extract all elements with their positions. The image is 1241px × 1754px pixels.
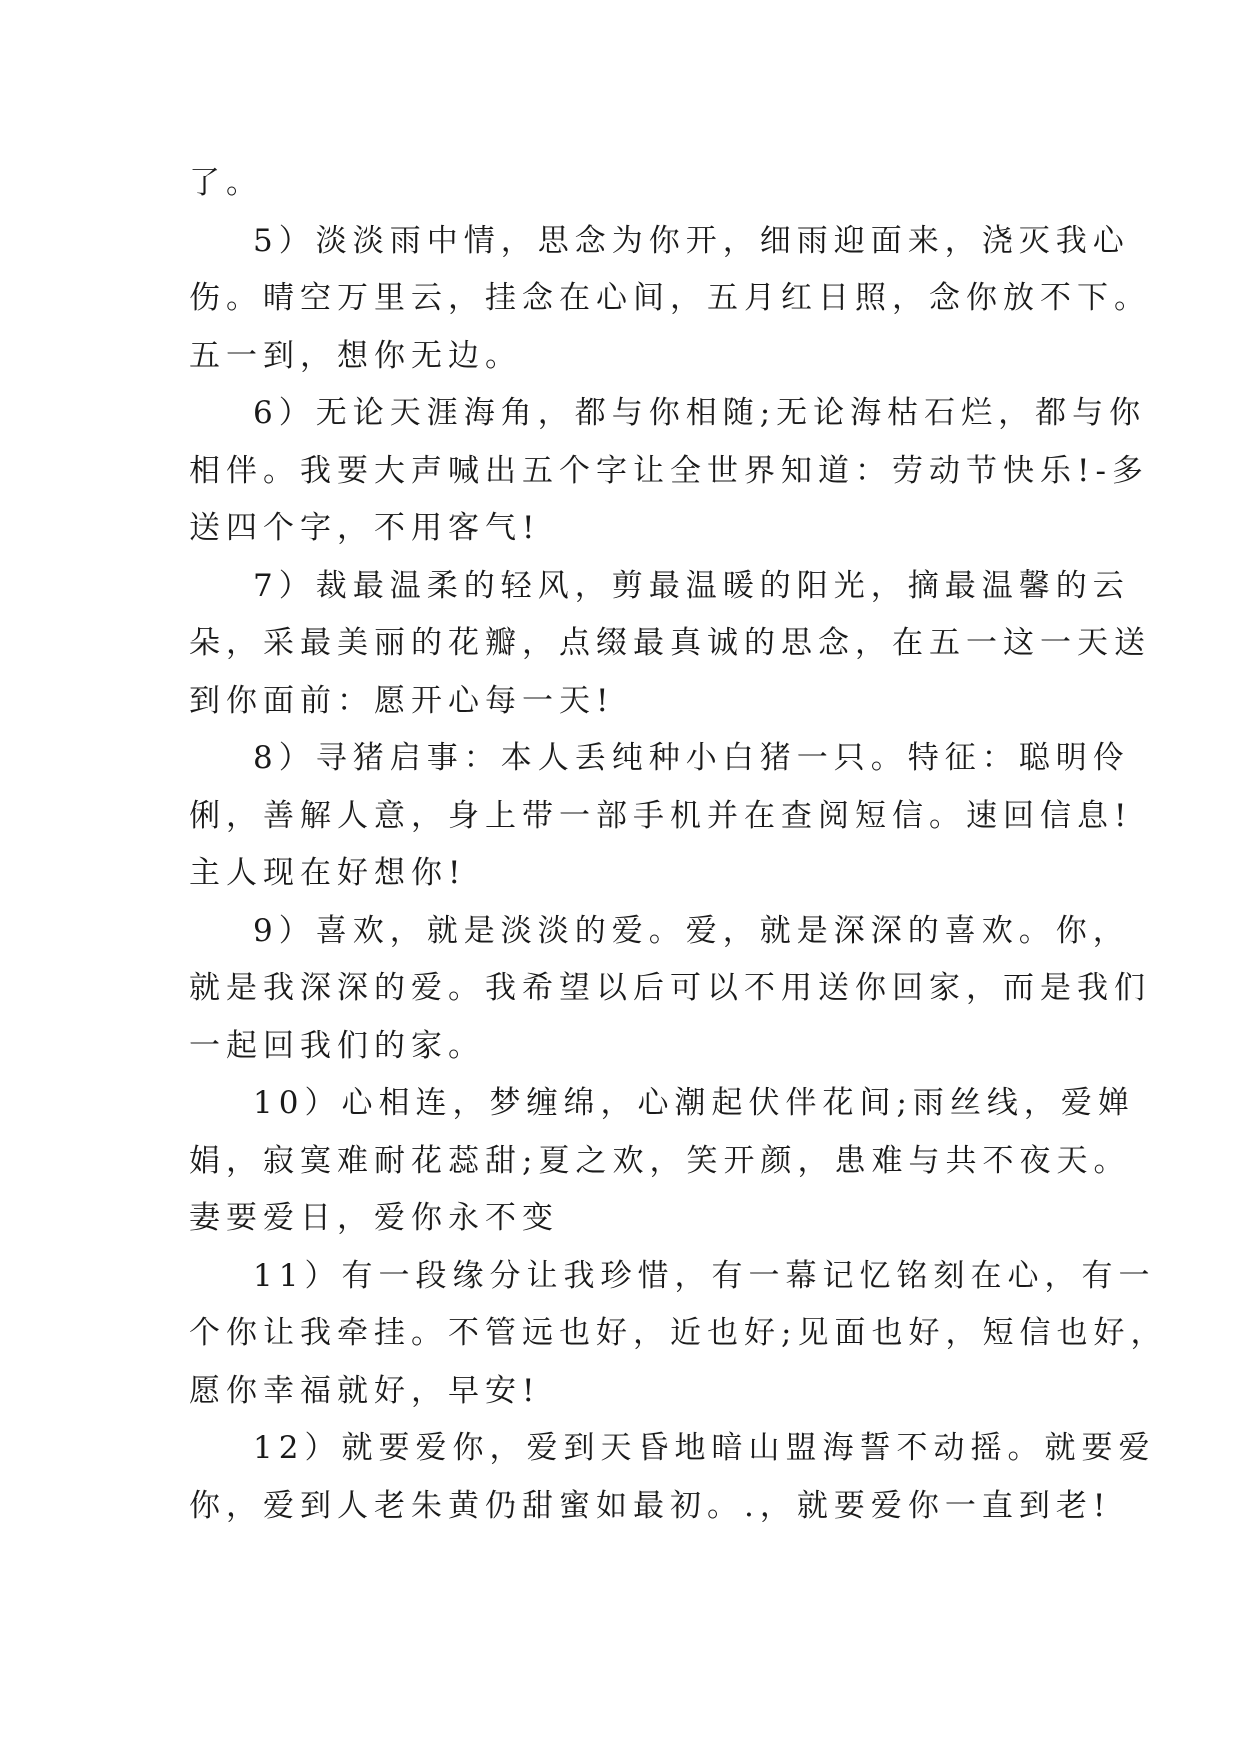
text-line: 送四个字，不用客气! — [189, 510, 541, 546]
text-line: 10）心相连，梦缠绵，心潮起伏伴花间;雨丝线，爱婵 — [253, 1085, 1135, 1121]
text-line: 7）裁最温柔的轻风，剪最温暖的阳光，摘最温馨的云 — [253, 567, 1130, 604]
text-line: 到你面前：愿开心每一天! — [189, 682, 615, 719]
text-line: 妻要爱日，爱你永不变 — [189, 1200, 559, 1236]
paragraph-continuation — [189, 155, 1059, 213]
paragraph-12 — [189, 1420, 1156, 1535]
text-line: 就是我深深的爱。我希望以后可以不用送你回家，而是我们 — [189, 970, 1151, 1006]
text-line: 5）淡淡雨中情，思念为你开，细雨迎面来，浇灭我心 — [253, 222, 1130, 259]
paragraph-8 — [189, 730, 1133, 903]
paragraph-5 — [189, 213, 1151, 386]
text-line: 愿你幸福就好，早安! — [189, 1372, 541, 1409]
text-line: 了。 — [189, 165, 263, 201]
text-line: 你，爱到人老朱黄仍甜蜜如最初。.，就要爱你一直到老! — [189, 1487, 1112, 1524]
text-line: 8）寻猪启事：本人丢纯种小白猪一只。特征：聪明伶 — [253, 740, 1130, 776]
text-line: 11）有一段缘分让我珍惜，有一幕记忆铭刻在心，有一 — [253, 1257, 1156, 1294]
text-line: 6）无论天涯海角，都与你相随;无论海枯石烂，都与你 — [253, 395, 1147, 431]
paragraph-10 — [189, 1075, 1135, 1248]
text-line: 朵，采最美丽的花瓣，点缀最真诚的思念，在五一这一天送 — [189, 625, 1151, 661]
paragraph-9 — [189, 903, 1151, 1076]
text-line: 相伴。我要大声喊出五个字让全世界知道：劳动节快乐!-多 — [189, 452, 1149, 489]
text-line: 主人现在好想你! — [189, 855, 467, 891]
text-line: 12）就要爱你，爱到天昏地暗山盟海誓不动摇。就要爱 — [253, 1430, 1156, 1466]
text-line: 伤。晴空万里云，挂念在心间，五月红日照，念你放不下。 — [189, 280, 1151, 316]
text-line: 娟，寂寞难耐花蕊甜;夏之欢，笑开颜，患难与共不夜天。 — [189, 1142, 1131, 1179]
paragraph-11 — [189, 1248, 1168, 1421]
text-line: 俐，善解人意，身上带一部手机并在查阅短信。速回信息! — [189, 797, 1133, 834]
document-body — [189, 155, 1168, 1535]
paragraph-7 — [189, 558, 1151, 731]
paragraph-6 — [189, 385, 1149, 558]
text-line: 9）喜欢，就是淡淡的爱。爱，就是深深的喜欢。你， — [253, 912, 1130, 949]
text-line: 五一到，想你无边。 — [189, 337, 522, 374]
text-line: 个你让我牵挂。不管远也好，近也好;见面也好，短信也好， — [189, 1315, 1168, 1351]
text-line: 一起回我们的家。 — [189, 1027, 485, 1064]
